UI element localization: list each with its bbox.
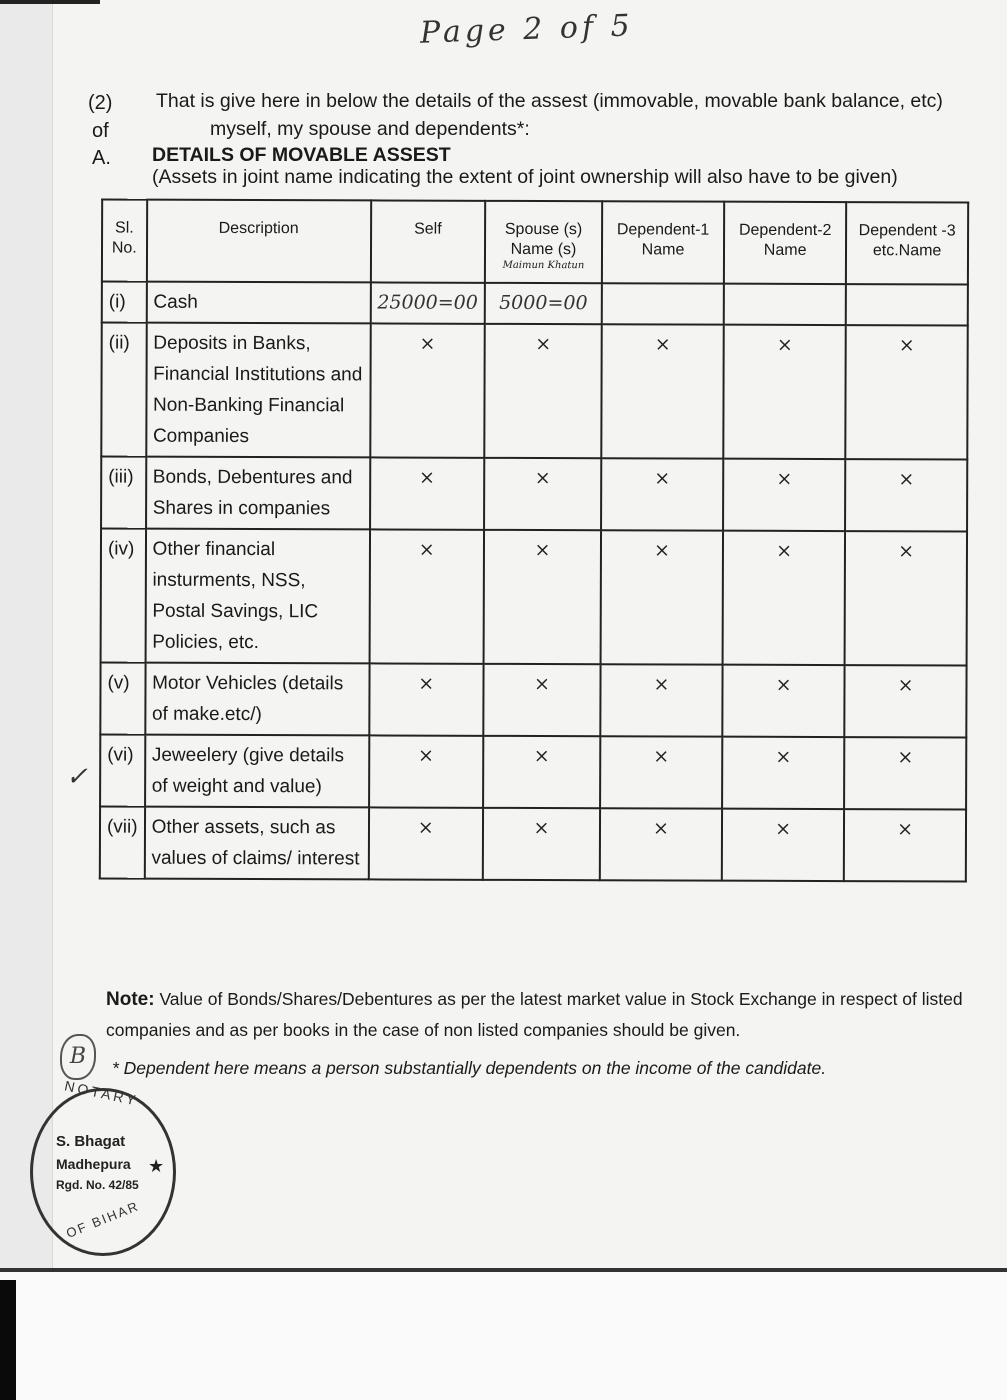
cell-self: × xyxy=(369,735,484,807)
cell-self: × xyxy=(370,457,485,529)
row-number: (ii) xyxy=(101,322,146,456)
cell-self: × xyxy=(369,663,484,735)
section-heading: DETAILS OF MOVABLE ASSEST xyxy=(152,144,451,166)
table-row xyxy=(101,528,967,665)
header-spouse xyxy=(485,201,602,283)
cell-spouse: × xyxy=(484,530,601,664)
row-description: Deposits in Banks, Financial Institutions and Non-Banking Financial Companies xyxy=(146,323,370,458)
cell-self: × xyxy=(369,529,484,663)
row-description: Bonds, Debentures and Shares in companies xyxy=(146,457,370,530)
seal-line-1: S. Bhagat xyxy=(56,1133,126,1150)
intro-line-2: myself, my spouse and dependents*: xyxy=(210,118,530,140)
cell-dependent-3 xyxy=(846,284,968,325)
top-left-rule xyxy=(0,0,100,4)
cell-dependent-3: × xyxy=(844,737,966,809)
cell-dependent-2: × xyxy=(723,325,846,459)
dependent-footnote: * Dependent here means a person substantially dependents on the income of the candidate. xyxy=(112,1058,827,1078)
cell-dependent-1 xyxy=(602,283,724,324)
note-paragraph xyxy=(106,984,986,1045)
table-row xyxy=(101,322,967,459)
cell-dependent-1: × xyxy=(601,530,724,664)
row-description: Jeweelery (give details of weight and value) xyxy=(145,735,369,808)
cell-spouse: × xyxy=(484,458,601,530)
cell-dependent-1: × xyxy=(601,324,724,458)
cell-dependent-2: × xyxy=(723,459,845,531)
cell-dependent-2: × xyxy=(723,531,846,665)
header-spouse-label: Spouse (s) Name (s) xyxy=(504,220,583,259)
table-row xyxy=(100,806,966,881)
cell-spouse: × xyxy=(484,324,601,458)
note-label: Note: xyxy=(106,989,155,1010)
row-description: Other assets, such as values of claims/ interest xyxy=(144,807,368,880)
section-of-label: of xyxy=(92,120,109,142)
row-description: Motor Vehicles (details of make.etc/) xyxy=(145,663,369,736)
row-number: (i) xyxy=(102,281,147,322)
table-row xyxy=(102,281,968,325)
scan-edge xyxy=(0,1280,16,1400)
row-number: (vii) xyxy=(100,806,145,878)
cell-dependent-2: × xyxy=(722,737,844,809)
seal-star-icon: ★ xyxy=(148,1156,165,1176)
row-description: Cash xyxy=(146,282,370,324)
cell-dependent-3: × xyxy=(845,531,967,665)
movable-assets-table xyxy=(99,198,969,882)
cell-dependent-3: × xyxy=(844,809,966,881)
header-dependent-2: Dependent-2 Name xyxy=(724,202,846,284)
cell-spouse: × xyxy=(483,664,600,736)
table-header-row xyxy=(102,199,968,284)
spouse-name-handwritten: Maimun Khatun xyxy=(502,259,585,272)
cell-spouse: 5000=00 xyxy=(485,283,602,324)
row-number: (v) xyxy=(100,662,145,734)
row-number: (vi) xyxy=(100,734,145,806)
note-text: Value of Bonds/Shares/Debentures as per the latest market value in Stock Exchange in respect of listed companies and as per books in the case of non listed companies should be given. xyxy=(106,989,963,1040)
row-description: Other financial insturments, NSS, Postal Savings, LIC Policies, etc. xyxy=(145,529,369,664)
cell-self: × xyxy=(368,807,483,879)
cell-dependent-2 xyxy=(724,284,846,325)
cell-dependent-2: × xyxy=(722,809,844,881)
section-subheading: (Assets in joint name indicating the extent of joint ownership will also have to be given) xyxy=(152,166,898,188)
cell-spouse: × xyxy=(483,736,600,808)
row-number: (iv) xyxy=(101,528,146,662)
page-number-handwritten: Page 2 of 5 xyxy=(419,8,635,51)
cell-self: × xyxy=(370,323,485,457)
header-dependent-3: Dependent -3 etc.Name xyxy=(846,202,968,284)
section-number: (2) xyxy=(88,92,113,114)
table-row xyxy=(100,734,966,809)
table-row xyxy=(100,662,966,737)
header-dependent-1: Dependent-1 Name xyxy=(602,201,724,283)
seal-top-text: NOTARY xyxy=(63,1077,140,1109)
cell-self: 25000=00 xyxy=(370,282,485,323)
margin-initials: B xyxy=(60,1034,96,1080)
seal-bottom-text: OF BIHAR xyxy=(64,1198,142,1241)
cell-spouse: × xyxy=(483,808,600,880)
cell-dependent-1: × xyxy=(600,808,722,880)
cell-dependent-1: × xyxy=(601,458,723,530)
header-description: Description xyxy=(147,200,371,283)
bottom-band xyxy=(0,1268,1007,1400)
seal-line-3: Rgd. No. 42/85 xyxy=(56,1178,139,1192)
cell-dependent-3: × xyxy=(845,325,967,459)
header-sl-no: Sl. No. xyxy=(102,199,147,281)
header-self: Self xyxy=(370,200,485,282)
section-a-label: A. xyxy=(92,147,111,169)
intro-line-1: That is give here in below the details of the assest (immovable, movable bank balance, etc) xyxy=(156,90,943,112)
seal-line-2: Madhepura xyxy=(56,1156,131,1172)
row-number: (iii) xyxy=(101,456,146,528)
left-page-strip xyxy=(0,0,53,1280)
cell-dependent-1: × xyxy=(600,664,722,736)
cell-dependent-1: × xyxy=(600,736,722,808)
cell-dependent-2: × xyxy=(722,665,844,737)
bottom-rule xyxy=(0,1268,1007,1272)
table-row xyxy=(101,456,967,531)
cell-dependent-3: × xyxy=(845,665,967,737)
cell-dependent-3: × xyxy=(845,459,967,531)
margin-tick-mark: ✓ xyxy=(66,762,88,792)
